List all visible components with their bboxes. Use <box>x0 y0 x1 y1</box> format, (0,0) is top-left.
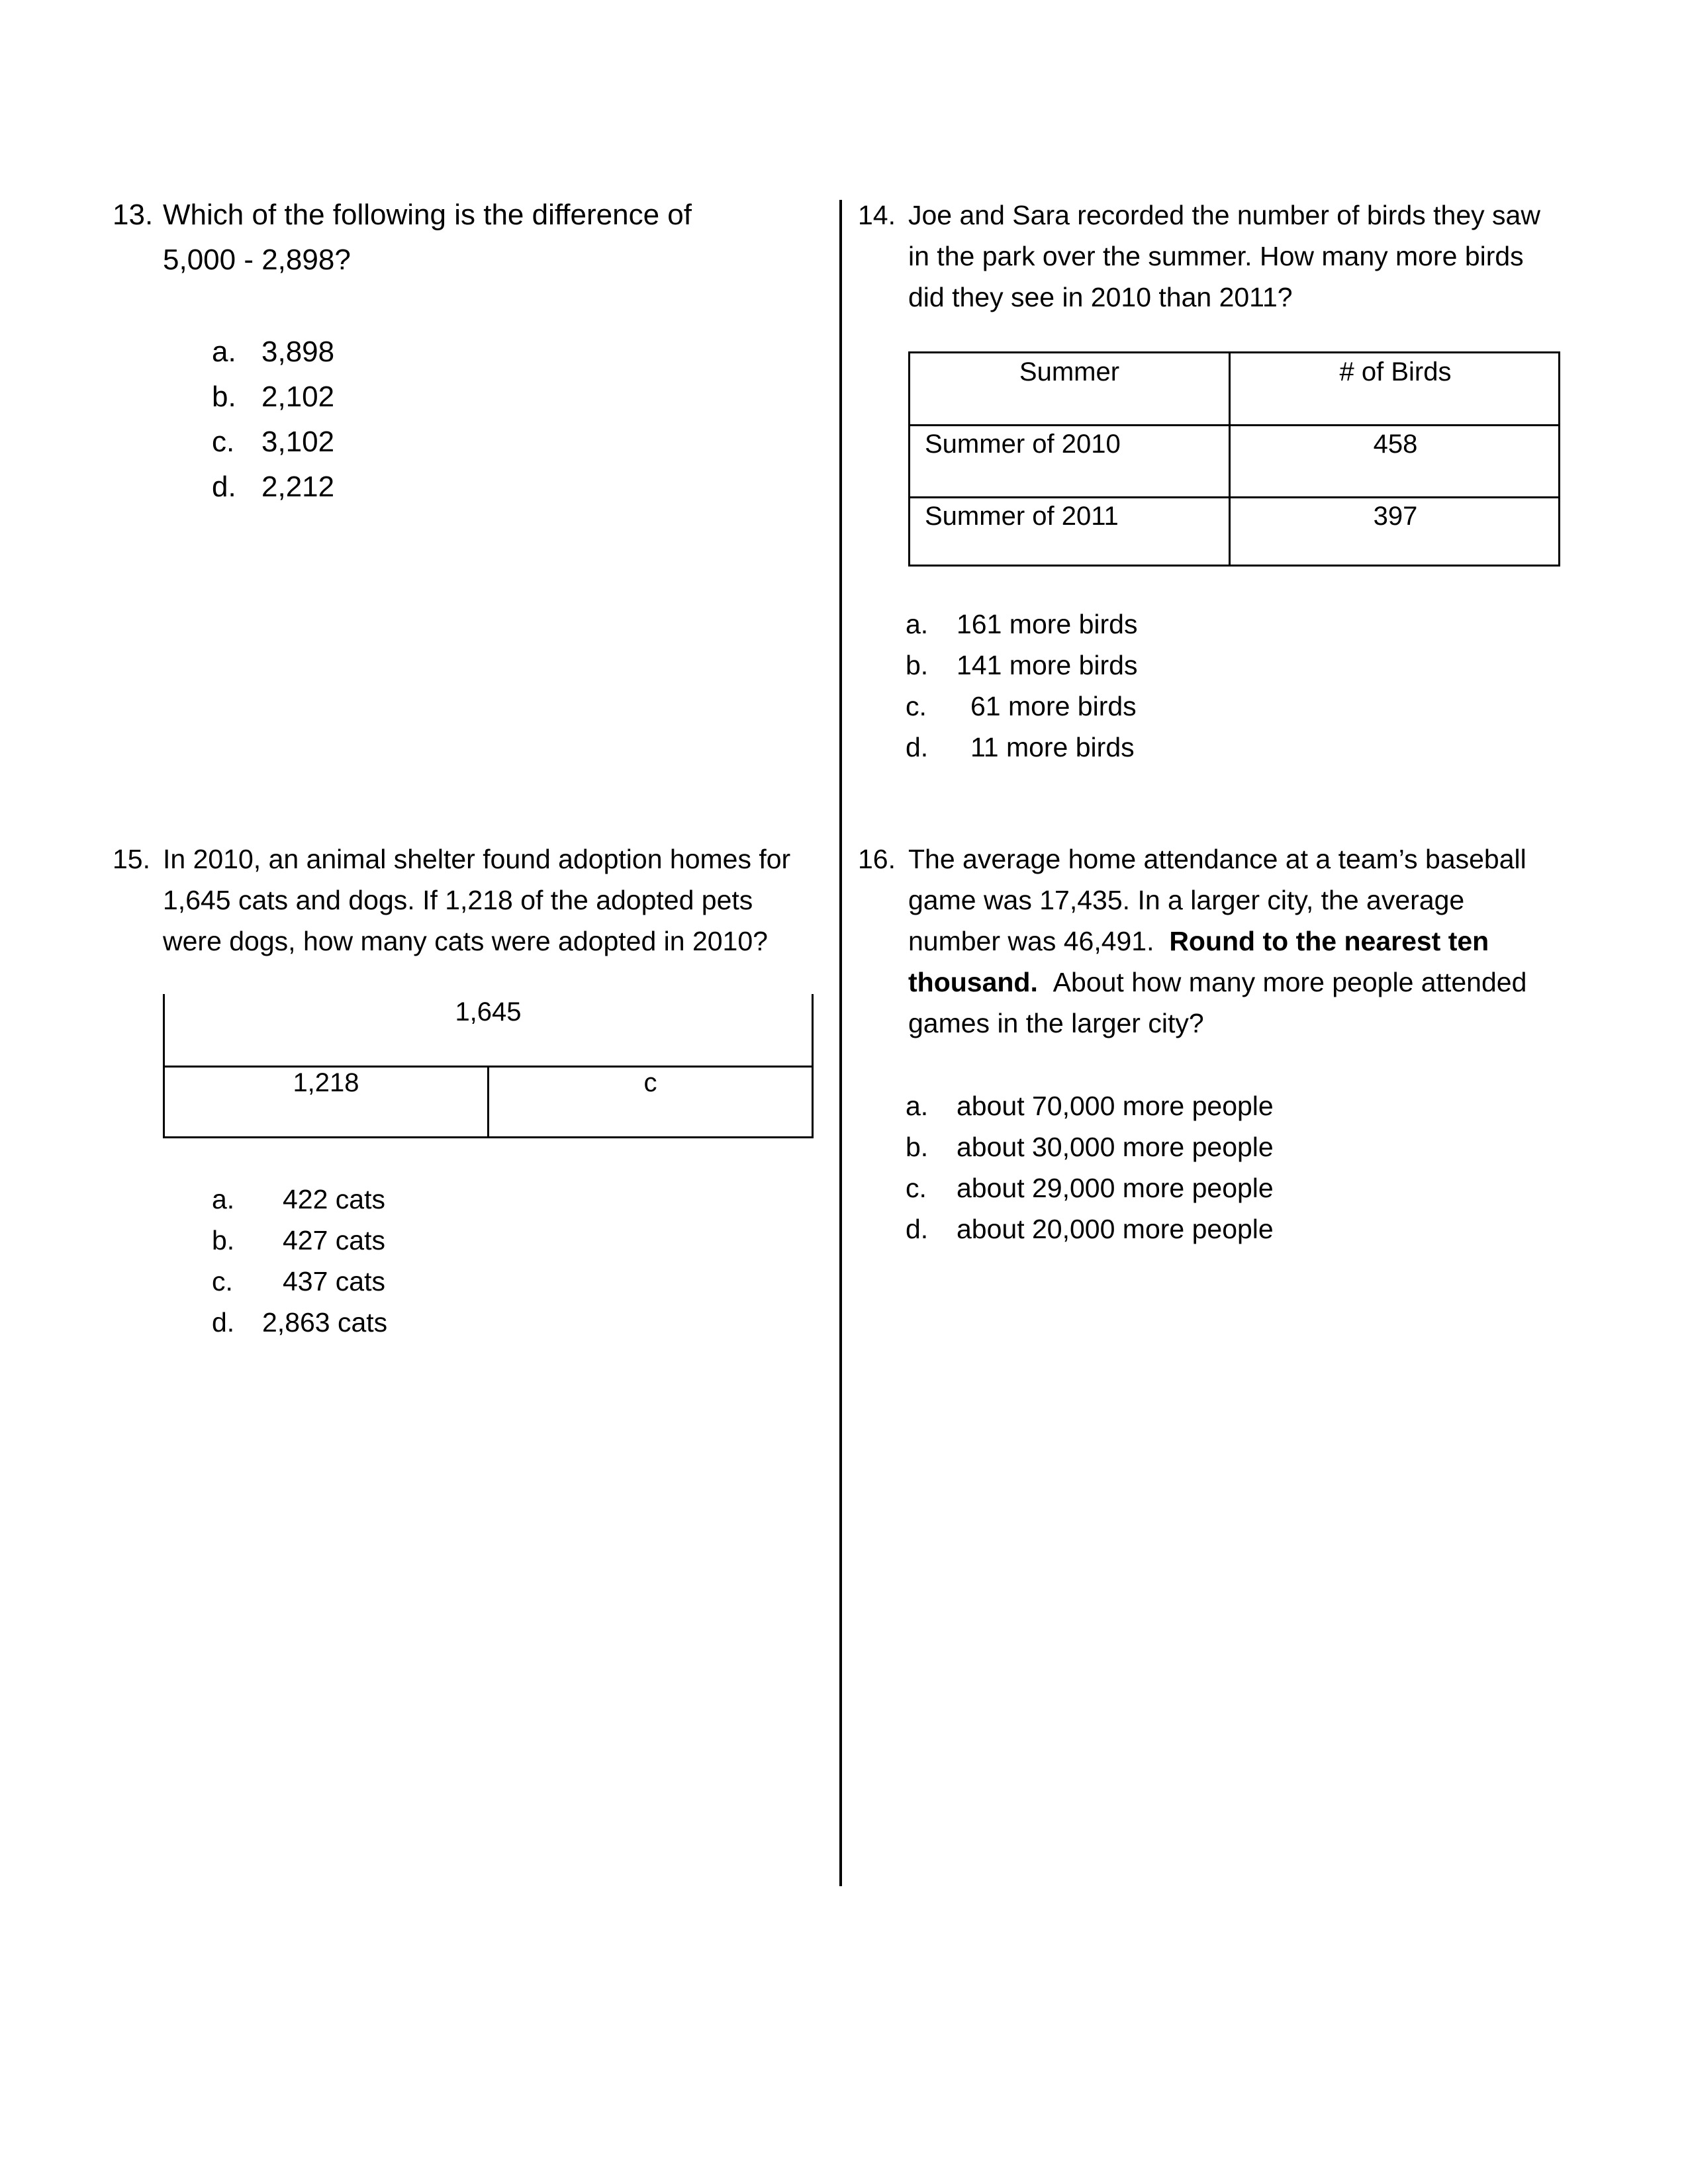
q16-option-a-text[interactable]: about 70,000 more people <box>957 1091 1274 1121</box>
q14-option-a-letter: a. <box>906 609 929 639</box>
q16-option-d-letter: d. <box>906 1214 929 1244</box>
question-15-number: 15. <box>113 844 150 874</box>
question-16-text-line-1: The average home attendance at a team’s baseball <box>908 844 1526 874</box>
question-14-text-line-1: Joe and Sara recorded the number of birds they saw <box>908 200 1540 230</box>
question-13-number: 13. <box>113 199 154 231</box>
q13-option-d-text[interactable]: 2,212 <box>261 471 335 503</box>
q13-option-c-text[interactable]: 3,102 <box>261 426 335 458</box>
q13-option-c-letter: c. <box>212 426 235 458</box>
birds-table-cell-summer-2010: Summer of 2010 <box>925 430 1121 459</box>
q16-option-b-letter: b. <box>906 1132 929 1162</box>
birds-table-header-birds: # of Birds <box>1339 357 1452 387</box>
birds-table-header-summer: Summer <box>1019 357 1120 387</box>
birds-table-cell-birds-2010: 458 <box>1373 430 1418 459</box>
question-15-text-line-1: In 2010, an animal shelter found adoption homes for <box>163 844 791 874</box>
birds-table-cell-summer-2011: Summer of 2011 <box>925 502 1119 531</box>
question-16-line-3-plain: number was 46,491. <box>908 926 1154 956</box>
q16-option-c-letter: c. <box>906 1173 927 1203</box>
question-16-text-line-5: games in the larger city? <box>908 1008 1204 1038</box>
question-14-text-line-2: in the park over the summer. How many more birds <box>908 241 1524 271</box>
column-divider <box>839 200 842 1886</box>
tape-part-cats: c <box>643 1068 657 1097</box>
q14-option-c-text[interactable]: 61 more birds <box>970 691 1137 721</box>
question-14-text-line-3: did they see in 2010 than 2011? <box>908 282 1293 312</box>
question-16-line-4-plain: About how many more people attended <box>1053 967 1527 997</box>
q15-option-b-text[interactable]: 427 cats <box>283 1225 385 1255</box>
question-16-rounding-instruction: Round to the nearest ten <box>1169 926 1489 956</box>
question-16-text-line-4 <box>908 967 1526 998</box>
question-15-text-line-3: were dogs, how many cats were adopted in 2010? <box>163 926 768 956</box>
q15-option-d-letter: d. <box>212 1307 235 1338</box>
birds-table-row-divider <box>910 496 1558 498</box>
q16-option-c-text[interactable]: about 29,000 more people <box>957 1173 1274 1203</box>
q14-option-d-text[interactable]: 11 more birds <box>970 732 1135 762</box>
birds-table-cell-birds-2011: 397 <box>1373 502 1418 531</box>
question-13-text-line-1: Which of the following is the difference of <box>163 199 692 231</box>
q16-option-d-text[interactable]: about 20,000 more people <box>957 1214 1274 1244</box>
tape-total: 1,645 <box>455 997 522 1026</box>
question-16-number: 16. <box>858 844 896 874</box>
q15-option-d-text[interactable]: 2,863 cats <box>262 1307 388 1338</box>
tape-part-dogs: 1,218 <box>293 1068 359 1097</box>
q14-option-d-letter: d. <box>906 732 929 762</box>
question-14-number: 14. <box>858 200 896 230</box>
q14-option-c-letter: c. <box>906 691 927 721</box>
birds-table <box>908 351 1560 567</box>
q14-option-b-text[interactable]: 141 more birds <box>957 650 1138 680</box>
q15-option-b-letter: b. <box>212 1225 235 1255</box>
birds-table-row-divider <box>910 424 1558 426</box>
question-15-text-line-2: 1,645 cats and dogs. If 1,218 of the adopted pets <box>163 885 753 915</box>
question-13-text-line-2: 5,000 - 2,898? <box>163 244 351 276</box>
q13-option-b-text[interactable]: 2,102 <box>261 381 335 413</box>
q14-option-a-text[interactable]: 161 more birds <box>957 609 1138 639</box>
q13-option-b-letter: b. <box>212 381 236 413</box>
q15-option-c-text[interactable]: 437 cats <box>283 1266 385 1297</box>
question-16-text-line-2: game was 17,435. In a larger city, the average <box>908 885 1465 915</box>
q15-option-a-text[interactable]: 422 cats <box>283 1184 385 1214</box>
q16-option-b-text[interactable]: about 30,000 more people <box>957 1132 1274 1162</box>
q15-option-c-letter: c. <box>212 1266 233 1297</box>
question-16-rounding-instruction-end: thousand. <box>908 967 1038 997</box>
question-16-text-line-3 <box>908 926 1489 957</box>
q16-option-a-letter: a. <box>906 1091 929 1121</box>
q13-option-d-letter: d. <box>212 471 236 503</box>
q15-option-a-letter: a. <box>212 1184 235 1214</box>
q13-option-a-text[interactable]: 3,898 <box>261 336 335 368</box>
q13-option-a-letter: a. <box>212 336 236 368</box>
q14-option-b-letter: b. <box>906 650 929 680</box>
